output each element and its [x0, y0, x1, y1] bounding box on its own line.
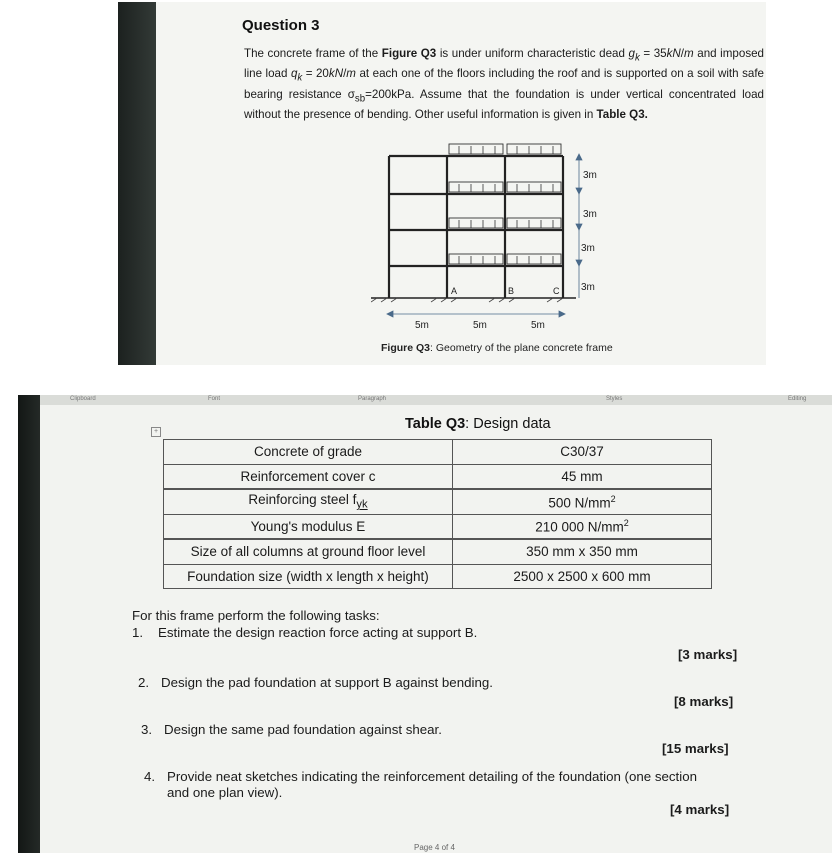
- storey-label-1: 3m: [583, 170, 597, 181]
- fyk-value: 500 N/mm: [548, 495, 611, 510]
- table-row: [164, 564, 712, 589]
- task-marks-3: [15 marks]: [662, 741, 729, 756]
- tasks-page: [40, 405, 832, 853]
- task-marks-2: [8 marks]: [674, 694, 734, 709]
- storey-label-3: 3m: [581, 243, 595, 254]
- table-title-text: : Design data: [465, 416, 551, 432]
- frame-figure: [371, 142, 631, 342]
- task-text-2: Design the pad foundation at support B against bending.: [161, 675, 493, 690]
- table-cell: Concrete of grade: [164, 440, 453, 465]
- task-number-1: 1.: [132, 625, 144, 640]
- ribbon-paragraph[interactable]: Paragraph: [358, 396, 387, 402]
- task-marks-1: [3 marks]: [678, 647, 738, 662]
- table-row: [164, 539, 712, 564]
- table-cell: C30/37: [453, 440, 712, 465]
- table-title-label: Table Q3: [405, 416, 466, 432]
- task-text-4-line2: and one plan view).: [167, 785, 283, 800]
- page-number: Page 4 of 4: [414, 843, 455, 852]
- support-label-c: C: [553, 286, 560, 296]
- storey-label-4: 3m: [581, 282, 595, 293]
- table-cell: [453, 514, 712, 539]
- ribbon-font[interactable]: Font: [208, 396, 221, 402]
- support-label-a: A: [451, 286, 458, 296]
- support-label-b: B: [508, 286, 515, 296]
- task-marks-4: [4 marks]: [670, 802, 730, 817]
- table-cell: Size of all columns at ground floor level: [164, 539, 453, 564]
- unit-superscript: 2: [610, 493, 616, 504]
- task-text-1: Estimate the design reaction force acting at support B.: [158, 625, 478, 640]
- table-cell: 45 mm: [453, 464, 712, 489]
- table-cell: 2500 x 2500 x 600 mm: [453, 564, 712, 589]
- frame-columns: [389, 156, 563, 298]
- table-cell: Foundation size (width x length x height): [164, 564, 453, 589]
- table-row: [164, 514, 712, 539]
- table-cell: [453, 489, 712, 514]
- task-number-4: 4.: [144, 769, 156, 784]
- word-ribbon-bar[interactable]: [40, 395, 832, 405]
- tasks-intro: For this frame perform the following tasks:: [132, 608, 380, 623]
- ribbon-styles[interactable]: Styles: [606, 396, 623, 402]
- storey-label-2: 3m: [583, 209, 597, 220]
- table-cell: Reinforcement cover c: [164, 464, 453, 489]
- table-cell: Young's modulus E: [164, 514, 453, 539]
- table-row: [164, 440, 712, 465]
- question-title: Question 3: [242, 17, 320, 34]
- table-cell: [164, 489, 453, 514]
- figure-caption-text: : Geometry of the plane concrete frame: [430, 342, 613, 354]
- table-move-handle-icon[interactable]: +: [151, 427, 161, 437]
- photo-question-page: [118, 2, 766, 365]
- task-number-3: 3.: [141, 722, 153, 737]
- frame-beams: [389, 156, 563, 266]
- table-row: [164, 464, 712, 489]
- bay-label-1: 5m: [415, 320, 429, 331]
- table-cell: 350 mm x 350 mm: [453, 539, 712, 564]
- bay-label-2: 5m: [473, 320, 487, 331]
- task-text-3: Design the same pad foundation against shear.: [164, 722, 442, 737]
- figure-caption-label: Figure Q3: [381, 342, 431, 354]
- question-paragraph: The concrete frame of the Figure Q3 is under uniform characteristic dead $g_k = 35kN/m$ and imposed line load $q_k = 20kN/m$ at each one of the floors including the roof and is supported on a soil with safe bearing resistance $\sigma_{sb}=200kPa$. Assume that the foundation is under vertical concentrated load without the presence of bending. Other useful information is given in Table Q3.: [244, 47, 765, 121]
- height-dimension: [576, 154, 582, 298]
- ribbon-editing[interactable]: Editing: [788, 396, 807, 402]
- table-row: [164, 489, 712, 514]
- width-dimension: [387, 311, 565, 317]
- fyk-subscript: yk: [356, 499, 368, 512]
- young-value: 210 000 N/mm: [535, 519, 624, 535]
- question-page: [156, 2, 766, 365]
- bay-label-3: 5m: [531, 320, 545, 331]
- figure-caption: [381, 342, 613, 354]
- fyk-label: Reinforcing steel f: [248, 492, 357, 508]
- task-text-4: Provide neat sketches indicating the reinforcement detailing of the foundation (one section: [167, 769, 697, 784]
- unit-superscript: 2: [623, 518, 629, 528]
- task-number-2: 2.: [138, 675, 150, 690]
- table-title: [405, 416, 551, 432]
- design-data-table: [163, 439, 712, 589]
- photo-tasks-page: [18, 395, 832, 853]
- ribbon-clipboard[interactable]: Clipboard: [70, 396, 96, 402]
